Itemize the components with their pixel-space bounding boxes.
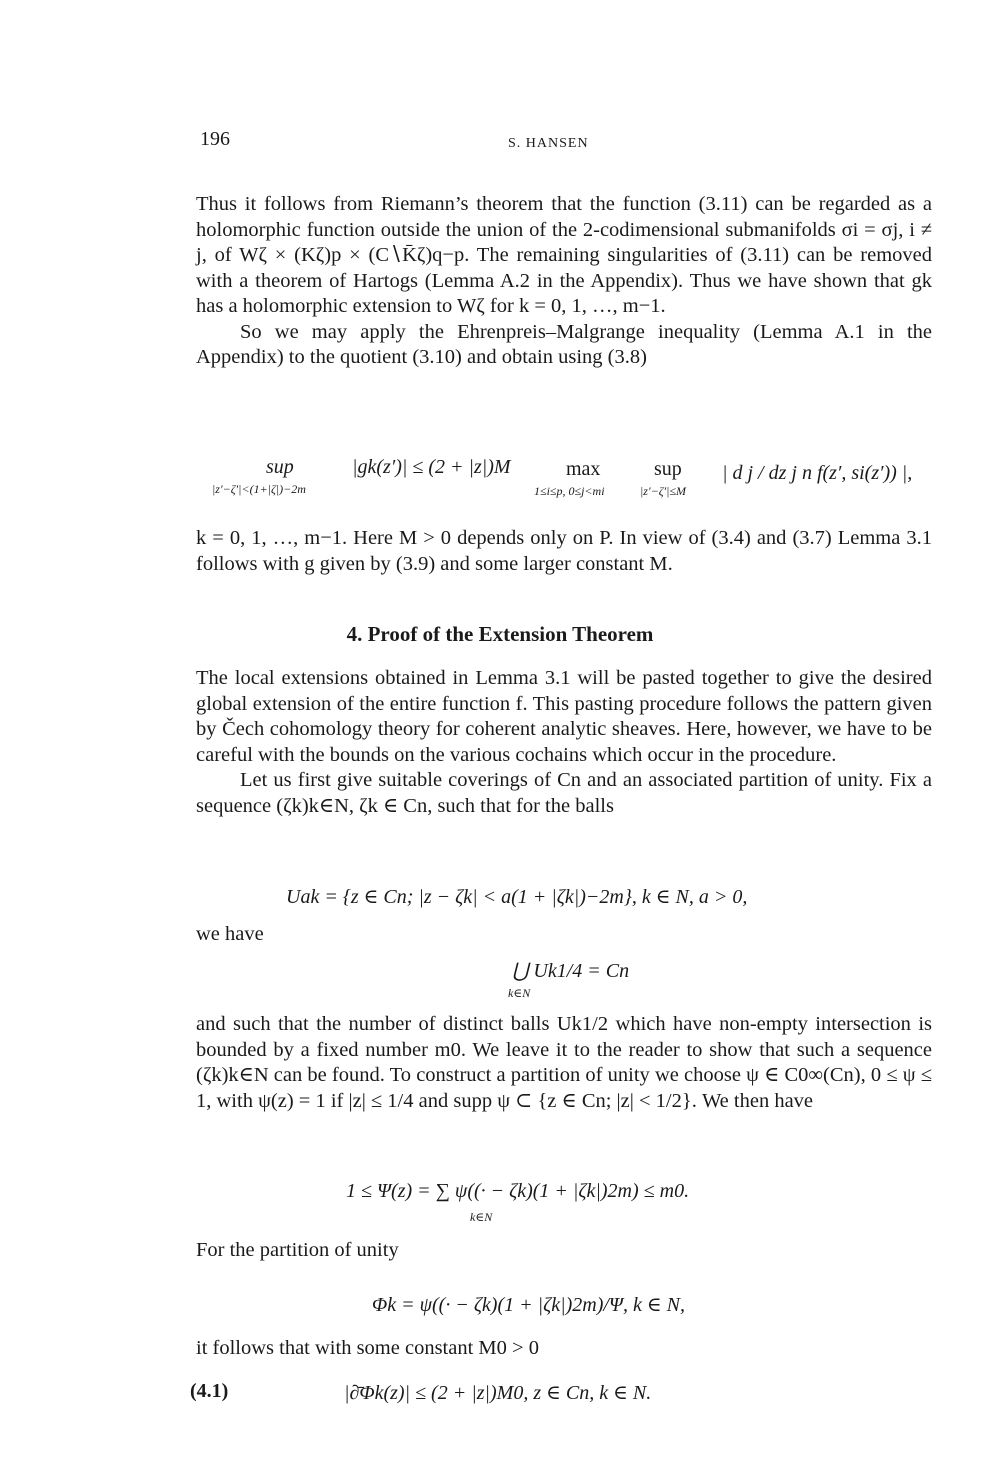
paragraph-7: For the partition of unity (196, 1239, 399, 1261)
paragraph-4: The local extensions obtained in Lemma 3.1 will be pasted together to give the desired global extension of the entire function f. This pasting procedure follows the pattern given by Čech cohomology theory for coherent analytic sheaves. Here, however, we have to be careful with the bounds on the various cochains which occur in the procedure. (196, 667, 932, 766)
paragraph-7-block (196, 1238, 932, 1264)
eq-sup-left: sup (266, 456, 294, 478)
eq-sup-left-sub: |z′−ζ′|<(1+|ζ|)−2m (212, 482, 306, 496)
eq-sup-sup2-sub: |z′−ζ′|≤M (640, 484, 687, 498)
eq-balls: Uak = {z ∈ Cn; |z − ζk| < a(1 + |ζk|)−2m}, k ∈ N, a > 0, (286, 886, 748, 908)
paragraph-2: So we may apply the Ehrenpreis–Malgrange inequality (Lemma A.1 in the Appendix) to the quotient (3.10) and obtain using (3.8) (196, 320, 932, 368)
running-head: S. HANSEN (508, 136, 589, 151)
paragraph-4-block (196, 666, 932, 819)
we-have: we have (196, 923, 264, 945)
eq-psi-sub: k∈N (470, 1210, 493, 1224)
eq-4-1-label: (4.1) (190, 1380, 229, 1402)
paragraph-1-block (196, 192, 932, 371)
eq-sup-max-sub: 1≤i≤p, 0≤j<mi (534, 484, 605, 498)
paragraph-1: Thus it follows from Riemann’s theorem that the function (3.11) can be regarded as a holomorphic function outside the union of the 2-codimensional submanifolds σi = σj, i ≠ j, of Wζ × (Kζ)p × (C∖K̄ζ)q−p. The remaining singularities of (3.11) can be removed with a theorem of Hartogs (Lemma A.2 in the Appendix). Thus we have shown that gk has a holomorphic extension to Wζ for k = 0, 1, …, m−1. (196, 193, 932, 317)
eq-union-sub: k∈N (508, 986, 531, 1000)
eq-sup-sup2: sup (654, 458, 682, 480)
section-heading: 4. Proof of the Extension Theorem (346, 622, 654, 646)
eq-phi: Φk = ψ((· − ζk)(1 + |ζk|)2m)/Ψ, k ∈ N, (372, 1294, 685, 1316)
paragraph-5: Let us first give suitable coverings of Cn and an associated partition of unity. Fix a sequence (ζk)k∈N, ζk ∈ Cn, such that for the balls (196, 769, 932, 817)
eq-sup-mid: |gk(z′)| ≤ (2 + |z|)M (352, 456, 511, 478)
eq-psi: 1 ≤ Ψ(z) = ∑ ψ((· − ζk)(1 + |ζk|)2m) ≤ m0. (346, 1180, 690, 1202)
eq-union: ⋃ Uk1/4 = Cn (512, 960, 630, 982)
paragraph-3: k = 0, 1, …, m−1. Here M > 0 depends only on P. In view of (3.4) and (3.7) Lemma 3.1 follows with g given by (3.9) and some larger constant M. (196, 527, 932, 575)
eq-4-1: |∂̄Φk(z)| ≤ (2 + |z|)M0, z ∈ Cn, k ∈ N. (344, 1382, 652, 1404)
paragraph-6: and such that the number of distinct balls Uk1/2 which have non-empty intersection is bounded by a fixed number m0. We leave it to the reader to show that such a sequence (ζk)k∈N can be found. To construct a partition of unity we choose ψ ∈ C0∞(Cn), 0 ≤ ψ ≤ 1, with ψ(z) = 1 if |z| ≤ 1/4 and supp ψ ⊂ {z ∈ Cn; |z| < 1/2}. We then have (196, 1013, 932, 1112)
we-have-block (196, 922, 932, 948)
paragraph-8: it follows that with some constant M0 > 0 (196, 1337, 539, 1359)
paragraph-3-block (196, 526, 932, 577)
paragraph-8-block (196, 1336, 932, 1362)
page-number: 196 (200, 128, 230, 150)
eq-sup-max: max (566, 458, 601, 480)
eq-sup-right: | d j / dz j n f(z′, si(z′)) |, (722, 462, 913, 484)
paragraph-6-block (196, 1012, 932, 1114)
